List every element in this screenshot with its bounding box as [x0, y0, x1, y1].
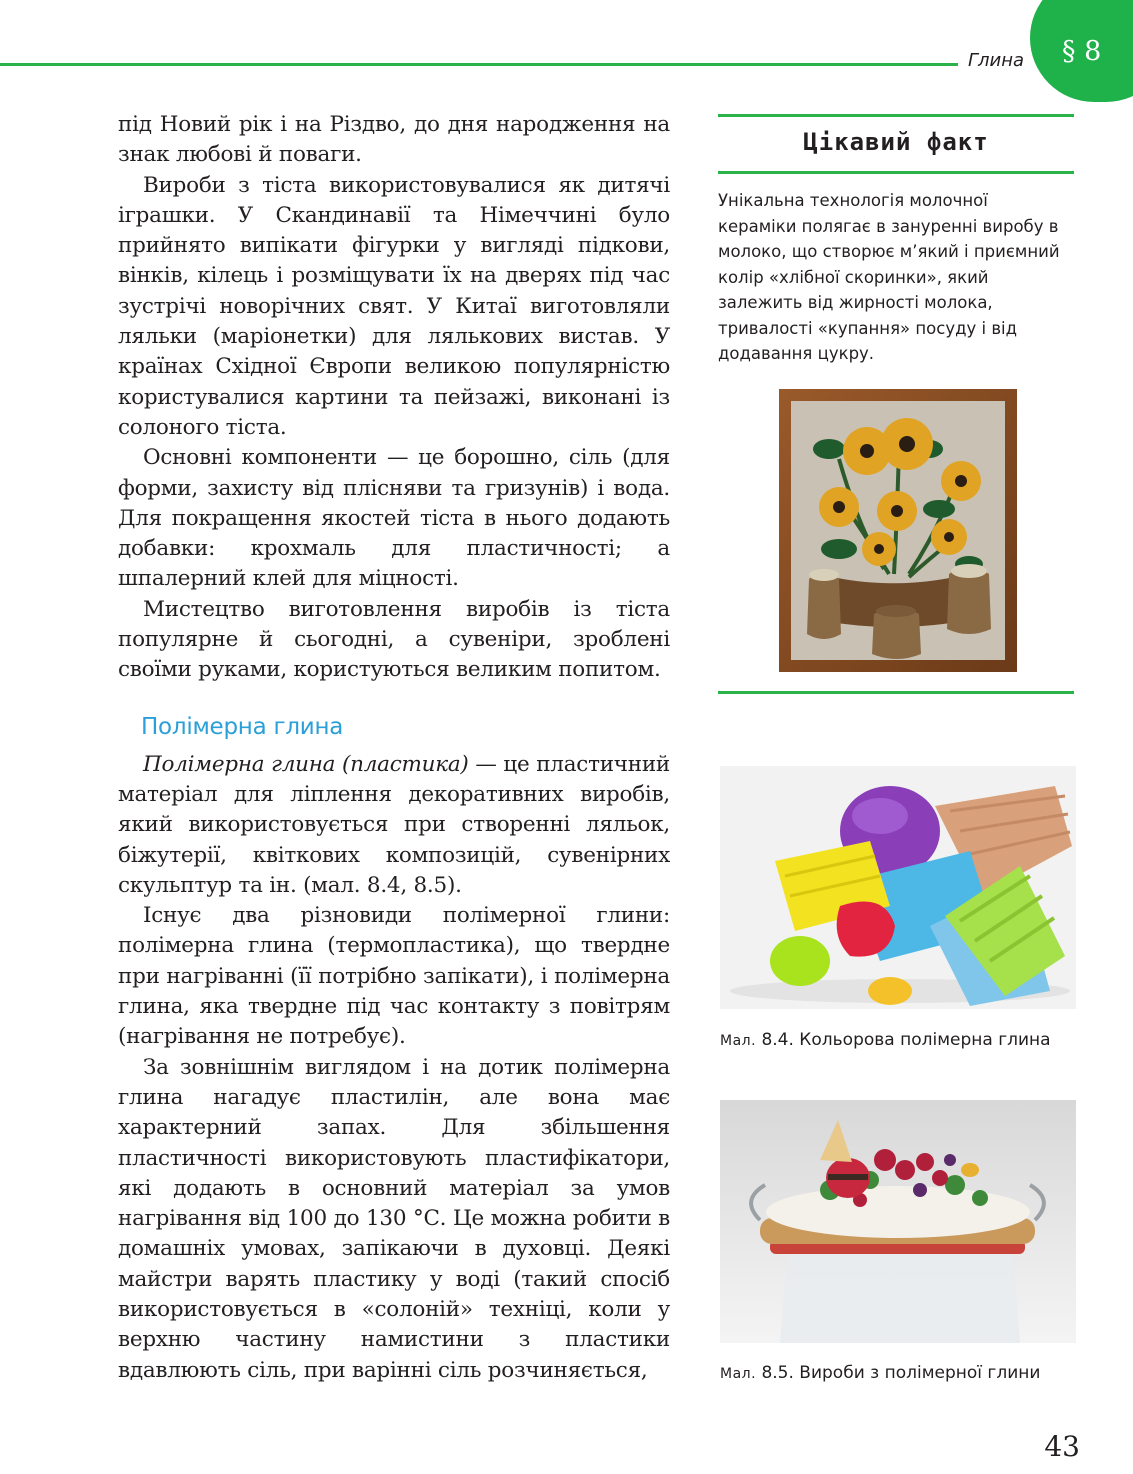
page-number: 43 — [1044, 1430, 1080, 1463]
fact-box-text: Унікальна технологія молочної кераміки полягає в зануренні виробу в молоко, що створює м’який і приємний колір «хлібної скоринки», який залежить від жирності молока, тривалості «купання» посуду і від додавання цукру. — [718, 191, 1060, 363]
fact-box-top-rule — [718, 114, 1074, 117]
figure-label: Мал. — [720, 1366, 757, 1382]
paragraph: Вироби з тіста використовувалися як дитячі іграшки. У Скандинавії та Німеччині було прийнято випікати фігурки у вигляді підкови, вінків, кілець і розміщувати їх на дверях під час зустрічі новорічних свят. У Китаї виготовляли ляльки (маріонетки) для лялькових вистав. У країнах Східної Європи великою популярністю користувалися картини та пейзажі, виконані із солоного тіста. — [118, 172, 670, 440]
paragraph: під Новий рік і на Різдво, до дня народження на знак любові й поваги. — [118, 112, 670, 168]
paragraph: За зовнішнім виглядом і на дотик полімерна глина нагадує пластилін, але вона має характерний запах. Для збільшення пластичності використовують пластифікатори, які додають в основний матеріал за умов нагрівання від 100 до 130 °С. Це можна робити в домашніх умовах, запікаючи в духовці. Деякі майстри варять пластику у воді (такий спосіб використовується в «солоній» техніці, коли у верхню частину намистини з пластики вдавлюють сіль, при варінні сіль розчиняється, — [118, 1054, 670, 1383]
figure-label: Мал. — [720, 1033, 757, 1049]
fact-box-title: Цікавий факт — [803, 128, 989, 156]
figure-caption-text: 8.4. Кольорова полімерна глина — [756, 1030, 1051, 1050]
definition-term: Полімерна глина (пластика) — [143, 751, 469, 777]
running-header-title: Глина — [968, 50, 1025, 71]
polymer-clay-crafts-photo — [720, 1100, 1076, 1343]
colored-polymer-clay-photo — [720, 766, 1076, 1009]
figure-caption-8-5 — [720, 1363, 1040, 1383]
section-badge — [1030, 0, 1133, 102]
paragraph: Основні компоненти — це борошно, сіль (для форми, захисту від плісняви та гризунів) і вода. Для покращення якостей тіста в нього додають добавки: крохмаль для пластичності; а шпалерний клей для міцності. — [118, 445, 670, 592]
figure-caption-8-4 — [720, 1030, 1051, 1050]
paragraph: Існує два різновиди полімерної глини: полімерна глина (термопластика), що твердне при нагріванні (її потрібно запікати), і полімерна глина, яка твердне під час контакту з повітрям (нагрівання не потребує). — [118, 903, 670, 1050]
fact-box — [718, 114, 1074, 694]
definition-text: — це пластичний матеріал для ліплення декоративних виробів, який використовується при створенні ляльок, біжутерії, квіткових композицій, сувенірних скульптур та ін. (мал. 8.4, 8.5). — [118, 751, 671, 898]
salt-dough-picture-image — [779, 389, 1017, 672]
paragraph: Мистецтво виготовлення виробів із тіста популярне й сьогодні, а сувеніри, зроблені своїми руками, користуються великим попитом. — [118, 596, 670, 683]
fact-box-bottom-rule — [718, 691, 1074, 694]
section-number: § 8 — [1062, 36, 1102, 67]
header-rule — [0, 63, 958, 66]
figure-caption-text: 8.5. Вироби з полімерної глини — [756, 1363, 1041, 1383]
fact-box-title-rule — [718, 171, 1074, 174]
subheading: Полімерна глина — [141, 713, 344, 740]
main-text-column — [118, 110, 670, 1386]
definition-paragraph — [118, 750, 670, 901]
